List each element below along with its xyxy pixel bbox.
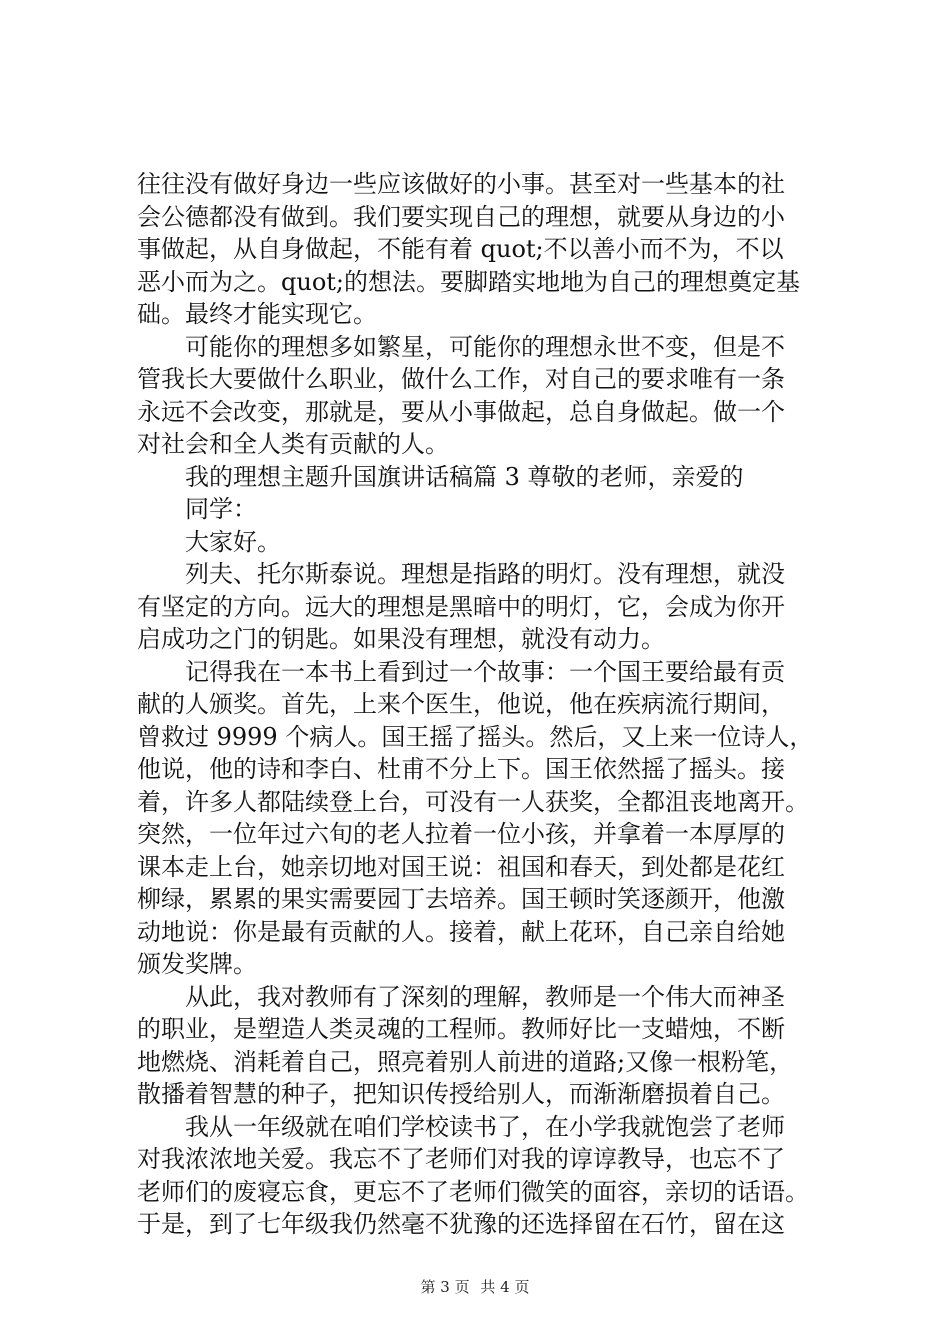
text-line: 颁发奖牌。 (137, 950, 257, 978)
text-line: 突然，一位年过六旬的老人拉着一位小孩，并拿着一本厚厚的 (137, 820, 785, 848)
text-line: 记得我在一本书上看到过一个故事：一个国王要给最有贡 (185, 657, 785, 686)
text-line: 事做起，从自身做起，不能有着 quot;不以善小而不为，不以 (137, 235, 784, 263)
text-line: 老师们的废寝忘食，更忘不了老师们微笑的面容，亲切的话语。 (137, 1177, 809, 1206)
text-line: 列夫、托尔斯泰说。理想是指路的明灯。没有理想，就没 (185, 560, 785, 588)
text-line: 着，许多人都陆续登上台，可没有一人获奖，全都沮丧地离开。 (137, 787, 809, 816)
text-line: 我的理想主题升国旗讲话稿篇 3 尊敬的老师，亲爱的 (185, 462, 744, 491)
page-number: 第 3 页 (420, 1278, 470, 1296)
text-line: 于是，到了七年级我仍然毫不犹豫的还选择留在石竹，留在这 (137, 1210, 785, 1238)
text-line: 我从一年级就在咱们学校读书了，在小学我就饱尝了老师 (185, 1112, 785, 1141)
text-line: 他说，他的诗和李白、杜甫不分上下。国王依然摇了摇头。接 (137, 755, 785, 783)
text-line: 课本走上台，她亲切地对国王说：祖国和春天，到处都是花红 (137, 852, 785, 881)
document-body (137, 168, 837, 1241)
text-line: 可能你的理想多如繁星，可能你的理想永世不变，但是不 (185, 332, 785, 361)
text-line: 散播着智慧的种子，把知识传授给别人，而渐渐磨损着自己。 (137, 1080, 785, 1108)
text-line: 对社会和全人类有贡献的人。 (137, 430, 449, 458)
text-line: 柳绿，累累的果实需要园丁去培养。国王顿时笑逐颜开，他激 (137, 885, 785, 913)
text-line: 对我浓浓地关爱。我忘不了老师们对我的谆谆教导，也忘不了 (137, 1145, 785, 1173)
text-line: 管我长大要做什么职业，做什么工作，对自己的要求唯有一条 (137, 365, 785, 393)
text-line: 地燃烧、消耗着自己，照亮着别人前进的道路;又像一根粉笔， (137, 1047, 794, 1076)
text-line: 有坚定的方向。远大的理想是黑暗中的明灯，它，会成为你开 (137, 592, 785, 621)
text-line: 启成功之门的钥匙。如果没有理想，就没有动力。 (137, 625, 665, 653)
text-line: 会公德都没有做到。我们要实现自己的理想，就要从身边的小 (137, 202, 785, 231)
text-line: 献的人颁奖。首先，上来个医生，他说，他在疾病流行期间， (137, 690, 785, 718)
text-line: 动地说：你是最有贡献的人。接着，献上花环，自己亲自给她 (137, 917, 785, 946)
text-line: 往往没有做好身边一些应该做好的小事。甚至对一些基本的社 (137, 170, 785, 198)
page-total: 共 4 页 (480, 1278, 530, 1296)
text-line: 的职业，是塑造人类灵魂的工程师。教师好比一支蜡烛，不断 (137, 1015, 785, 1043)
page-footer (0, 1276, 950, 1297)
text-line: 恶小而为之。quot;的想法。要脚踏实地地为自己的理想奠定基 (137, 267, 800, 296)
text-line: 永远不会改变，那就是，要从小事做起，总自身做起。做一个 (137, 397, 785, 426)
text-line: 础。最终才能实现它。 (137, 300, 377, 328)
text-line: 曾救过 9999 个病人。国王摇了摇头。然后，又上来一位诗人， (137, 722, 814, 751)
text-line: 同学： (185, 495, 257, 523)
text-line: 大家好。 (185, 527, 281, 556)
text-line: 从此，我对教师有了深刻的理解，教师是一个伟大而神圣 (185, 982, 785, 1011)
